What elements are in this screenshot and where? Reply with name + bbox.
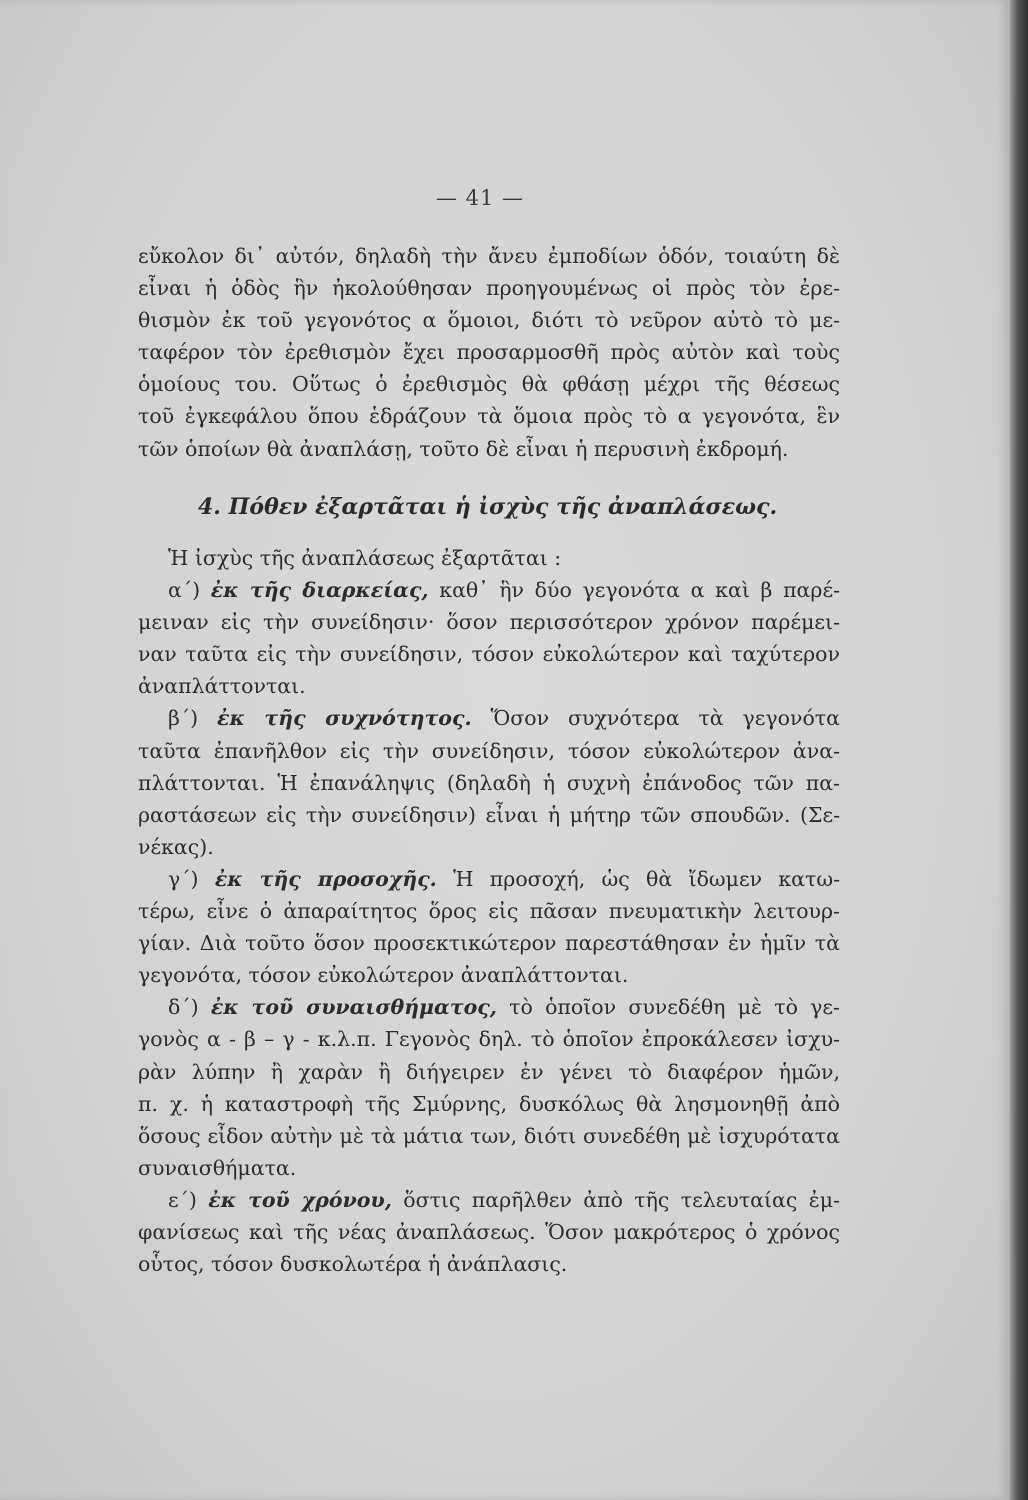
- item-text: Ἡ προσοχή, ὡς θὰ ἴδωμεν κατω-: [453, 866, 840, 891]
- text-line: ναν ταῦτα εἰς τὴν συνείδησιν, τόσον εὐκολώτερον καὶ ταχύτερον: [138, 642, 840, 667]
- item-keyword: ἐκ τῆς προσοχῆς.: [214, 866, 437, 891]
- text-line: ραστάσεων εἰς τὴν συνείδησιν) εἶναι ἡ μήτηρ τῶν σπουδῶν. (Σε-: [138, 802, 840, 827]
- text-line: π. χ. ἡ καταστροφὴ τῆς Σμύρνης, δυσκόλως θὰ λησμονηθῇ ἀπὸ: [138, 1091, 840, 1116]
- text-line: συναισθήματα.: [138, 1155, 297, 1180]
- item-keyword: ἐκ τῆς διαρκείας,: [210, 578, 429, 603]
- text-line: εὔκολον δι᾿ αὐτόν, δηλαδὴ τὴν ἄνευ ἐμποδίων ὁδόν, τοιαύτη δὲ: [138, 244, 840, 268]
- item-epsilon-first-line: [138, 1184, 840, 1216]
- text-line: πλάττονται. Ἡ ἐπανάληψις (δηλαδὴ ἡ συχνὴ ἐπάνοδος τῶν πα-: [138, 770, 840, 795]
- text-line: ταφέρον τὸν ἐρεθισμὸν ἔχει προσαρμοσθῆ πρὸς αὐτὸν καὶ τοὺς: [138, 340, 840, 365]
- text-line: ρὰν λύπην ἢ χαρὰν ἢ διήγειρεν ἐν γένει τὸ διαφέρον ἡμῶν,: [138, 1059, 840, 1084]
- text-line: γεγονότα, τόσον εὐκολώτερον ἀναπλάττονται.: [138, 963, 629, 988]
- item-text: Ὅσον συχνότερα τὰ γεγονότα: [490, 706, 840, 731]
- paragraph-continuation: [138, 240, 840, 465]
- text-line: μειναν εἰς τὴν συνείδησιν· ὅσον περισσότερον χρόνον παρέμει-: [138, 610, 840, 635]
- section-heading: 4. Πόθεν ἐξαρτᾶται ἡ ἰσχὺς τῆς ἀναπλάσεως.: [198, 494, 778, 520]
- text-line: νέκας).: [138, 834, 214, 859]
- item-keyword: ἐκ τοῦ συναισθήματος,: [210, 995, 497, 1020]
- item-text: τὸ ὁποῖον συνεδέθη μὲ τὸ γε-: [509, 995, 840, 1020]
- text-line: ἀναπλάττονται.: [138, 674, 306, 699]
- item-text: καθ᾿ ἣν δύο γεγονότα α καὶ β παρέ-: [439, 578, 840, 603]
- text-line: ὁμοίους του. Οὕτως ὁ ἐρεθισμὸς θὰ φθάσῃ μέχρι τῆς θέσεως: [138, 372, 840, 397]
- text-line: γίαν. Διὰ τοῦτο ὅσον προσεκτικώτερον παρεστάθησαν ἐν ἡμῖν τὰ: [138, 931, 840, 956]
- item-label: δ΄): [168, 995, 199, 1020]
- text-line: ὅσους εἶδον αὐτὴν μὲ τὰ μάτια των, διότι συνεδέθη μὲ ἰσχυρότατα: [138, 1123, 840, 1148]
- item-text: ὅστις παρῆλθεν ἀπὸ τῆς τελευταίας ἐμ-: [403, 1187, 840, 1212]
- item-label: γ΄): [168, 866, 199, 891]
- item-beta-first-line: [138, 702, 840, 734]
- text-line: τέρω, εἶνε ὁ ἀπαραίτητος ὅρος εἰς πᾶσαν πνευματικὴν λειτουρ-: [138, 899, 840, 924]
- item-keyword: ἐκ τοῦ χρόνου,: [208, 1187, 392, 1212]
- page-number: — 41 —: [435, 186, 525, 210]
- item-label: β΄): [168, 706, 199, 731]
- text-line: τῶν ὁποίων θὰ ἀναπλάσῃ, τοῦτο δὲ εἶναι ἡ περυσινὴ ἐκδρομή.: [138, 436, 789, 461]
- text-line: ταῦτα ἐπανῆλθον εἰς τὴν συνείδησιν, τόσον εὐκολώτερον ἀνα-: [138, 738, 840, 763]
- text-line: εἶναι ἡ ὁδὸς ἣν ἠκολούθησαν προηγουμένως οἱ πρὸς τὸν ἐρε-: [138, 276, 840, 301]
- item-delta-first-line: [138, 991, 840, 1023]
- book-spine-edge: [1010, 0, 1028, 1500]
- text-line: οὗτος, τόσον δυσκολωτέρα ἡ ἀνάπλασις.: [138, 1252, 568, 1277]
- text-line: φανίσεως καὶ τῆς νέας ἀναπλάσεως. Ὅσον μακρότερος ὁ χρόνος: [138, 1219, 840, 1244]
- item-gamma-first-line: [138, 863, 840, 895]
- item-label: ε΄): [168, 1187, 197, 1212]
- intro-line: Ἡ ἰσχὺς τῆς ἀναπλάσεως ἐξαρτᾶται :: [168, 546, 562, 570]
- text-line: γονὸς α - β – γ - κ.λ.π. Γεγονὸς δηλ. τὸ ὁποῖον ἐπροκάλεσεν ἰσχυ-: [138, 1027, 840, 1052]
- item-label: α΄): [168, 578, 201, 603]
- item-keyword: ἐκ τῆς συχνότητος.: [217, 706, 472, 731]
- section-body: [138, 542, 840, 1280]
- text-line: τοῦ ἐγκεφάλου ὅπου ἑδράζουν τὰ ὅμοια πρὸς τὸ α γεγονότα, ἓν: [138, 404, 840, 429]
- item-alpha-first-line: [138, 574, 840, 606]
- text-line: θισμὸν ἐκ τοῦ γεγονότος α ὅμοιοι, διότι τὸ νεῦρον αὐτὸ τὸ με-: [138, 308, 840, 333]
